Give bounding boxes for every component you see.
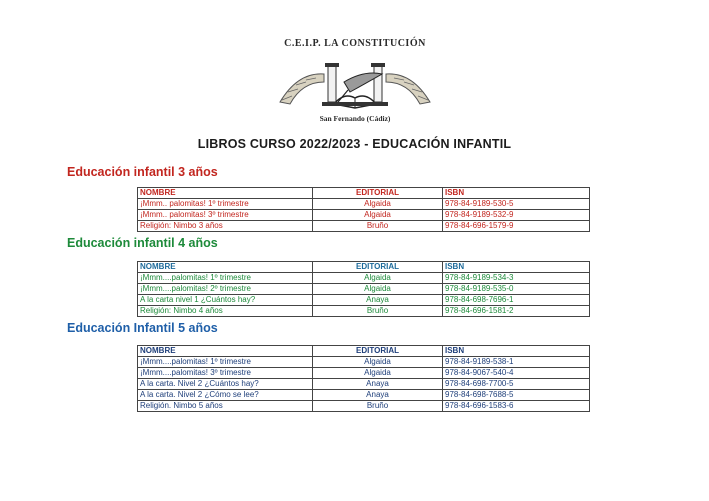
school-emblem-icon bbox=[278, 52, 432, 114]
column-header-nombre: NOMBRE bbox=[138, 262, 313, 273]
book-name: Religión: Nimbo 3 años bbox=[138, 221, 313, 232]
column-header-isbn: ISBN bbox=[443, 262, 590, 273]
book-editorial: Bruño bbox=[313, 401, 443, 412]
book-editorial: Algaida bbox=[313, 368, 443, 379]
book-isbn: 978-84-9189-530-5 bbox=[443, 199, 590, 210]
book-editorial: Anaya bbox=[313, 379, 443, 390]
book-editorial: Anaya bbox=[313, 295, 443, 306]
book-isbn: 978-84-9189-535-0 bbox=[443, 284, 590, 295]
book-name: Religión. Nimbo 5 años bbox=[138, 401, 313, 412]
book-editorial: Bruño bbox=[313, 306, 443, 317]
section-title-4-anos: Educación infantil 4 años bbox=[67, 236, 218, 250]
book-name: ¡Mmm....palomitas! 2º trimestre bbox=[138, 284, 313, 295]
book-isbn: 978-84-696-1581-2 bbox=[443, 306, 590, 317]
book-isbn: 978-84-9189-532-9 bbox=[443, 210, 590, 221]
table-row bbox=[138, 210, 590, 221]
book-name: ¡Mmm....palomitas! 1º trimestre bbox=[138, 357, 313, 368]
column-header-isbn: ISBN bbox=[443, 188, 590, 199]
table-row bbox=[138, 295, 590, 306]
table-header-row bbox=[138, 346, 590, 357]
table-row bbox=[138, 273, 590, 284]
book-editorial: Anaya bbox=[313, 390, 443, 401]
table-row bbox=[138, 401, 590, 412]
school-place: San Fernando (Cádiz) bbox=[319, 114, 391, 123]
book-editorial: Algaida bbox=[313, 357, 443, 368]
table-row bbox=[138, 221, 590, 232]
column-header-editorial: EDITORIAL bbox=[313, 262, 443, 273]
book-isbn: 978-84-696-1583-6 bbox=[443, 401, 590, 412]
book-name: ¡Mmm....palomitas! 3º trimestre bbox=[138, 368, 313, 379]
book-editorial: Algaida bbox=[313, 284, 443, 295]
book-isbn: 978-84-9067-540-4 bbox=[443, 368, 590, 379]
book-name: A la carta. Nivel 2 ¿Cuántos hay? bbox=[138, 379, 313, 390]
column-header-isbn: ISBN bbox=[443, 346, 590, 357]
column-header-nombre: NOMBRE bbox=[138, 188, 313, 199]
book-editorial: Algaida bbox=[313, 199, 443, 210]
column-header-editorial: EDITORIAL bbox=[313, 346, 443, 357]
table-row bbox=[138, 357, 590, 368]
books-table-4-anos bbox=[137, 261, 590, 317]
book-isbn: 978-84-698-7700-5 bbox=[443, 379, 590, 390]
table-row bbox=[138, 379, 590, 390]
section-title-5-anos: Educación Infantil 5 años bbox=[67, 321, 218, 335]
book-editorial: Bruño bbox=[313, 221, 443, 232]
school-name: C.E.I.P. LA CONSTITUCIÓN bbox=[284, 38, 426, 49]
book-editorial: Algaida bbox=[313, 273, 443, 284]
book-name: ¡Mmm.. palomitas! 3º trimestre bbox=[138, 210, 313, 221]
table-row bbox=[138, 390, 590, 401]
book-isbn: 978-84-9189-534-3 bbox=[443, 273, 590, 284]
table-row bbox=[138, 199, 590, 210]
column-header-nombre: NOMBRE bbox=[138, 346, 313, 357]
book-name: ¡Mmm....palomitas! 1º trimestre bbox=[138, 273, 313, 284]
book-isbn: 978-84-698-7696-1 bbox=[443, 295, 590, 306]
book-isbn: 978-84-698-7688-5 bbox=[443, 390, 590, 401]
table-header-row bbox=[138, 262, 590, 273]
table-row bbox=[138, 306, 590, 317]
book-isbn: 978-84-9189-538-1 bbox=[443, 357, 590, 368]
page-title: LIBROS CURSO 2022/2023 - EDUCACIÓN INFANTIL bbox=[197, 137, 512, 151]
table-row bbox=[138, 284, 590, 295]
section-title-3-anos: Educación infantil 3 años bbox=[67, 165, 218, 179]
book-editorial: Algaida bbox=[313, 210, 443, 221]
book-isbn: 978-84-696-1579-9 bbox=[443, 221, 590, 232]
book-name: Religión: Nimbo 4 años bbox=[138, 306, 313, 317]
books-table-5-anos bbox=[137, 345, 590, 412]
books-table-3-anos bbox=[137, 187, 590, 232]
school-logo bbox=[270, 34, 440, 124]
book-name: A la carta. Nivel 2 ¿Cómo se lee? bbox=[138, 390, 313, 401]
book-name: A la carta nivel 1 ¿Cuántos hay? bbox=[138, 295, 313, 306]
table-row bbox=[138, 368, 590, 379]
column-header-editorial: EDITORIAL bbox=[313, 188, 443, 199]
table-header-row bbox=[138, 188, 590, 199]
book-name: ¡Mmm.. palomitas! 1º trimestre bbox=[138, 199, 313, 210]
